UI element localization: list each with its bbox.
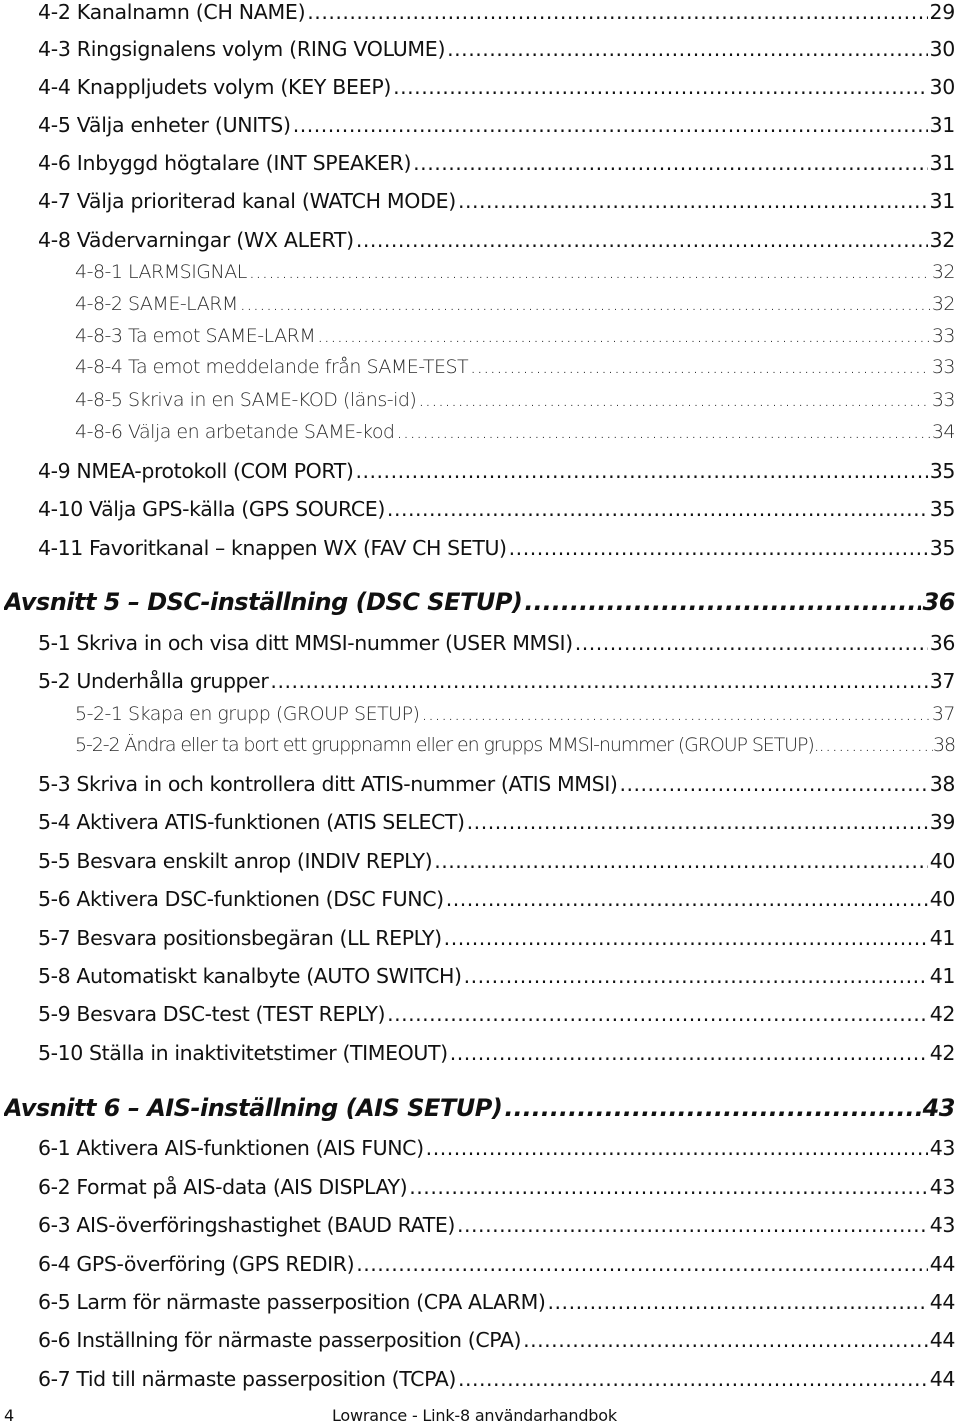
- page-footer: [0, 1406, 960, 1426]
- dot-leader: [504, 1094, 920, 1122]
- footer-text: Lowrance - Link-8 användarhandbok: [332, 1406, 617, 1425]
- toc-section-page: 43: [922, 1094, 955, 1122]
- toc-entry-page: 33: [931, 325, 955, 347]
- toc-entry-page: 31: [929, 151, 955, 175]
- dot-leader: [457, 1213, 928, 1237]
- toc-entry-page: 37: [931, 703, 955, 725]
- toc-entry-page: 43: [929, 1213, 955, 1237]
- toc-entry[interactable]: [38, 497, 955, 521]
- toc-entry-title: 4-3 Ringsignalens volym (RING VOLUME): [38, 37, 446, 61]
- toc-subentry[interactable]: [75, 703, 955, 725]
- toc-entry-page: 32: [931, 293, 955, 315]
- toc-entry-title: 6-5 Larm för närmaste passerposition (CPA ALARM): [38, 1290, 546, 1314]
- toc-entry-title: 6-7 Tid till närmaste passerposition (TCPA): [38, 1367, 456, 1391]
- toc-entry-title: 6-1 Aktivera AIS-funktionen (AIS FUNC): [38, 1136, 424, 1160]
- toc-entry[interactable]: [38, 151, 955, 175]
- toc-entry[interactable]: [38, 1367, 955, 1391]
- toc-entry[interactable]: [38, 37, 955, 61]
- dot-leader: [249, 261, 930, 283]
- toc-subentry[interactable]: [75, 293, 955, 315]
- toc-section-heading[interactable]: [4, 1094, 955, 1122]
- dot-leader: [409, 1175, 927, 1199]
- toc-entry[interactable]: [38, 1252, 955, 1276]
- dot-leader: [293, 113, 928, 137]
- toc-entry-page: 44: [929, 1252, 955, 1276]
- dot-leader: [575, 631, 928, 655]
- dot-leader: [619, 772, 927, 796]
- toc-entry-title: 4-4 Knappljudets volym (KEY BEEP): [38, 75, 392, 99]
- dot-leader: [446, 887, 928, 911]
- dot-leader: [467, 810, 928, 834]
- toc-entry-page: 37: [929, 669, 955, 693]
- dot-leader: [356, 1252, 928, 1276]
- toc-entry[interactable]: [38, 926, 955, 950]
- toc-entry[interactable]: [38, 669, 955, 693]
- dot-leader: [548, 1290, 928, 1314]
- toc-entry-page: 35: [929, 459, 955, 483]
- toc-entry-page: 29: [929, 0, 955, 24]
- toc-entry-title: 5-2-2 Ändra eller ta bort ett gruppnamn eller en grupps MMSI-nummer (GROUP SETUP).: [75, 734, 819, 756]
- dot-leader: [270, 669, 927, 693]
- toc-section-page: 36: [922, 588, 955, 616]
- toc-entry-title: 5-4 Aktivera ATIS-funktionen (ATIS SELECT): [38, 810, 465, 834]
- toc-entry-title: 6-6 Inställning för närmaste passerposition (CPA): [38, 1328, 522, 1352]
- toc-entry-title: 4-10 Välja GPS-källa (GPS SOURCE): [38, 497, 385, 521]
- toc-entry[interactable]: [38, 1175, 955, 1199]
- dot-leader: [434, 849, 928, 873]
- toc-entry-page: 41: [929, 964, 955, 988]
- toc-entry-title: 5-10 Ställa in inaktivitetstimer (TIMEOUT): [38, 1041, 448, 1065]
- toc-entry-page: 41: [929, 926, 955, 950]
- dot-leader: [464, 964, 928, 988]
- dot-leader: [240, 293, 930, 315]
- toc-entry[interactable]: [38, 849, 955, 873]
- toc-entry-page: 39: [929, 810, 955, 834]
- toc-entry-page: 38: [929, 772, 955, 796]
- toc-entry[interactable]: [38, 75, 955, 99]
- toc-entry-title: 4-9 NMEA-protokoll (COM PORT): [38, 459, 354, 483]
- toc-entry-page: 36: [929, 631, 955, 655]
- dot-leader: [426, 1136, 928, 1160]
- toc-entry-page: 30: [929, 75, 955, 99]
- dot-leader: [387, 1002, 928, 1026]
- toc-entry-title: 5-5 Besvara enskilt anrop (INDIV REPLY): [38, 849, 433, 873]
- toc-entry-title: 5-1 Skriva in och visa ditt MMSI-nummer (USER MMSI): [38, 631, 573, 655]
- toc-subentry[interactable]: [75, 356, 955, 378]
- toc-entry-page: 42: [929, 1041, 955, 1065]
- toc-entry-title: 5-2 Underhålla grupper: [38, 669, 269, 693]
- toc-entry-page: 30: [929, 37, 955, 61]
- toc-entry-page: 32: [931, 261, 955, 283]
- toc-section-title: Avsnitt 6 – AIS-inställning (AIS SETUP): [4, 1094, 503, 1122]
- toc-entry-title: 4-8-3 Ta emot SAME-LARM: [75, 325, 316, 347]
- toc-entry-page: 31: [929, 113, 955, 137]
- toc-entry-page: 33: [931, 356, 955, 378]
- toc-entry-title: 4-8-5 Skriva in en SAME-KOD (läns-id): [75, 389, 417, 411]
- dot-leader: [450, 1041, 928, 1065]
- dot-leader: [397, 421, 930, 443]
- dot-leader: [470, 356, 930, 378]
- dot-leader: [458, 189, 928, 213]
- toc-entry-title: 6-4 GPS-överföring (GPS REDIR): [38, 1252, 355, 1276]
- toc-entry-page: 43: [929, 1175, 955, 1199]
- toc-entry[interactable]: [38, 1290, 955, 1314]
- toc-section-heading[interactable]: [4, 588, 955, 616]
- toc-entry-page: 44: [929, 1367, 955, 1391]
- toc-entry-title: 4-8-1 LARMSIGNAL: [75, 261, 247, 283]
- toc-entry-title: 4-8 Vädervarningar (WX ALERT): [38, 228, 354, 252]
- toc-subentry[interactable]: [75, 421, 955, 443]
- toc-entry-page: 43: [929, 1136, 955, 1160]
- toc-entry-page: 44: [929, 1290, 955, 1314]
- toc-entry[interactable]: [38, 887, 955, 911]
- toc-entry-title: 5-3 Skriva in och kontrollera ditt ATIS-nummer (ATIS MMSI): [38, 772, 618, 796]
- toc-entry[interactable]: [38, 1041, 955, 1065]
- toc-subentry[interactable]: [75, 389, 955, 411]
- toc-entry-title: 6-3 AIS-överföringshastighet (BAUD RATE): [38, 1213, 455, 1237]
- toc-entry[interactable]: [38, 1002, 955, 1026]
- toc-entry-title: 5-9 Besvara DSC-test (TEST REPLY): [38, 1002, 386, 1026]
- toc-entry[interactable]: [38, 1328, 955, 1352]
- toc-entry[interactable]: [38, 810, 955, 834]
- dot-leader: [524, 588, 920, 616]
- toc-entry-title: 4-8-6 Välja en arbetande SAME-kod: [75, 421, 395, 443]
- toc-entry-title: 4-7 Välja prioriterad kanal (WATCH MODE): [38, 189, 456, 213]
- dot-leader: [413, 151, 927, 175]
- dot-leader: [444, 926, 928, 950]
- dot-leader: [447, 37, 927, 61]
- toc-entry[interactable]: [38, 459, 955, 483]
- dot-leader: [393, 75, 927, 99]
- dot-leader: [458, 1367, 928, 1391]
- toc-entry-page: 34: [931, 421, 955, 443]
- toc-entry-page: 35: [929, 497, 955, 521]
- toc-entry-page: 40: [929, 849, 955, 873]
- toc-entry-title: 4-6 Inbyggd högtalare (INT SPEAKER): [38, 151, 412, 175]
- dot-leader: [509, 536, 928, 560]
- dot-leader: [317, 325, 930, 347]
- dot-leader: [307, 0, 927, 24]
- toc-subentry[interactable]: [75, 261, 955, 283]
- toc-entry-title: 5-2-1 Skapa en grupp (GROUP SETUP): [75, 703, 420, 725]
- dot-leader: [421, 703, 929, 725]
- toc-entry[interactable]: [38, 536, 955, 560]
- toc-entry-title: 4-8-4 Ta emot meddelande från SAME-TEST: [75, 356, 469, 378]
- toc-entry[interactable]: [38, 1213, 955, 1237]
- toc-entry-title: 6-2 Format på AIS-data (AIS DISPLAY): [38, 1175, 408, 1199]
- toc-entry-page: 35: [929, 536, 955, 560]
- toc-entry-page: 32: [929, 228, 955, 252]
- dot-leader: [523, 1328, 928, 1352]
- toc-entry-page: 33: [931, 389, 955, 411]
- toc-subentry[interactable]: [75, 734, 955, 756]
- toc-entry-title: 4-5 Välja enheter (UNITS): [38, 113, 291, 137]
- toc-entry-title: 5-8 Automatiskt kanalbyte (AUTO SWITCH): [38, 964, 462, 988]
- toc-entry-title: 5-7 Besvara positionsbegäran (LL REPLY): [38, 926, 442, 950]
- toc-entry[interactable]: [38, 1136, 955, 1160]
- toc-entry[interactable]: [38, 113, 955, 137]
- toc-entry-page: 38: [933, 734, 955, 756]
- toc-entry-page: 44: [929, 1328, 955, 1352]
- toc-entry-title: 4-11 Favoritkanal – knappen WX (FAV CH SETU): [38, 536, 507, 560]
- toc-entry-title: 4-8-2 SAME-LARM: [75, 293, 238, 315]
- toc-entry[interactable]: [38, 631, 955, 655]
- toc-entry-title: 5-6 Aktivera DSC-funktionen (DSC FUNC): [38, 887, 444, 911]
- dot-leader: [355, 459, 927, 483]
- toc-entry[interactable]: [38, 964, 955, 988]
- toc-entry-title: 4-2 Kanalnamn (CH NAME): [38, 0, 306, 24]
- toc-entry-page: 31: [929, 189, 955, 213]
- toc-entry[interactable]: [38, 0, 955, 24]
- dot-leader: [387, 497, 928, 521]
- toc-entry[interactable]: [38, 228, 955, 252]
- toc-entry[interactable]: [38, 189, 955, 213]
- toc-entry-page: 40: [929, 887, 955, 911]
- toc-entry-page: 42: [929, 1002, 955, 1026]
- dot-leader: [819, 734, 933, 756]
- dot-leader: [356, 228, 928, 252]
- dot-leader: [418, 389, 929, 411]
- toc-section-title: Avsnitt 5 – DSC-inställning (DSC SETUP): [4, 588, 523, 616]
- toc-entry[interactable]: [38, 772, 955, 796]
- footer-page-number: 4: [4, 1406, 15, 1425]
- toc-subentry[interactable]: [75, 325, 955, 347]
